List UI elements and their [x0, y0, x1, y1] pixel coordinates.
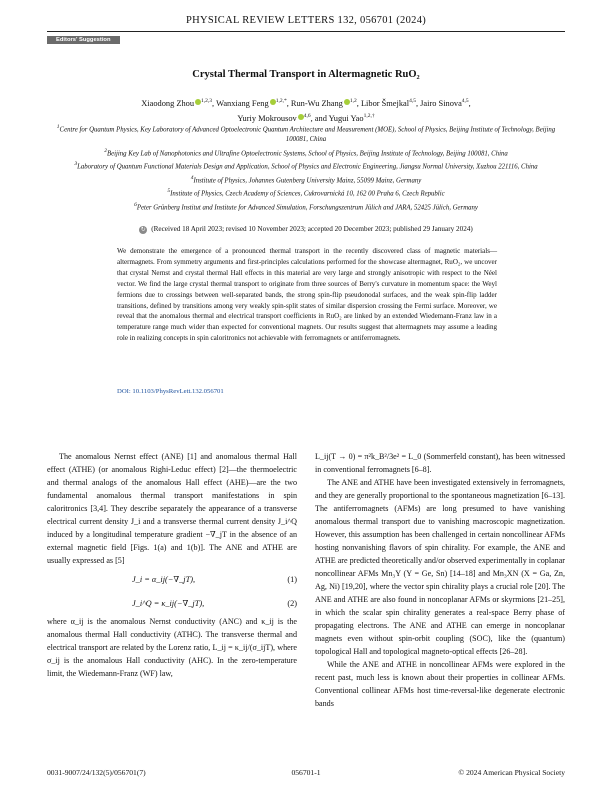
affiliation: $^1$Centre for Quantum Physics, Key Laboratory of Advanced Optoelectronic Quantum Architecture and Measurement (MOE), School of Physics, Beijing Institute of Technology, Beijing 100081, China — [56, 124, 556, 144]
affiliation: $^5$Institute of Physics, Czech Academy of Sciences, Cukrovarnická 10, 162 00 Praha 6, Czech Republic — [167, 188, 445, 198]
author[interactable]: Yuriy Mokrousov $^{4,6}$ — [237, 112, 311, 123]
author[interactable]: Libor Šmejkal$^{4,5}$ — [360, 98, 416, 108]
right-column — [315, 450, 565, 710]
editors-suggestion-badge: Editors' Suggestion — [47, 36, 120, 44]
affiliation: $^2$Beijing Key Lab of Nanophotonics and Ultrafine Optoelectronic Systems, School of Physics, Beijing Institute of Technology, Beijing 100081, China — [104, 147, 508, 157]
author[interactable]: Yugui Yao$^{1,2,\dagger}$ — [328, 112, 375, 123]
equation-1: J_i = α_ij(−∇_jT), (1) — [132, 575, 297, 584]
footer-copyright: © 2024 American Physical Society — [458, 768, 565, 777]
affiliation: $^6$Peter Grünberg Institut and Institute for Advanced Simulation, Forschungszentrum Jülich and JARA, 52425 Jülich, Germany — [134, 201, 478, 211]
received-dates: ↻ (Received 18 April 2023; revised 10 November 2023; accepted 20 December 2023; published 29 January 2024) — [140, 225, 473, 233]
paragraph: L_ij(T → 0) = π²k_B²/3e² = L_0 (Sommerfeld constant), has been witnessed in conventional ferromagnets [6–8]. — [315, 452, 565, 474]
journal-header: PHYSICAL REVIEW LETTERS 132, 056701 (2024) — [185, 15, 427, 26]
author[interactable]: Jairo Sinova$^{4,5}$ — [420, 98, 469, 108]
paper-title: Crystal Thermal Transport in Altermagnetic RuO₂ — [192, 69, 420, 80]
footer-page: 056701-1 — [291, 768, 321, 777]
paragraph: The ANE and ATHE have been investigated extensively in ferromagnets, and they are generally proportional to the spontaneous magnetization [6–13]. The antiferromagnets (AFMs) are long presumed to have vanishing anomalous thermal transport due to vanishing macroscopic magnetization. However, this assumption has been challenged in certain noncollinear AFMs hosting nonvanishing flavors of spin chirality. For example, the ANE and ATHE are predicted theoretically and/or observed experimentally in coplanar noncollinear AFMs Mn₃Y (Y = Ge, Sn) [14–18] and Mn₃XN (X = Ga, Zn, Ag, Ni) [19,20], where the vector spin chirality plays a crucial role [20]. The ANE and ATHE are also found in noncoplanar AFMs or skyrmions [21–25], in which the scalar spin chirality generates a real-space Berry phase of propagating electrons. The ANE and ATHE can emerge in noncoplanar magnets even without spin-orbit coupling (SOC), like the (quantum) topological Hall and topological magneto-optical effects [26–28]. — [315, 478, 565, 656]
paragraph: The anomalous Nernst effect (ANE) [1] and anomalous thermal Hall effect (ATHE) (or anomalous Righi-Leduc effect) [2]—the thermoelectric and thermal analogs of the anomalous Hall effect (AHE)—are the two fundamental anomalous thermal transport manifestations in spin caloritronics [3,4]. They describe separately the appearance of a transverse electrical current density J_i and a transverse thermal current density J_i^Q induced by a longitudinal temperature gradient −∇_jT in the absence of an external magnetic field [Figs. 1(a) and 1(b)]. The ANE and ATHE are usually expressed as [5] — [47, 452, 297, 565]
author[interactable]: Run-Wu Zhang $^{1,2}$ — [290, 98, 357, 108]
paragraph: where α_ij is the anomalous Nernst conductivity (ANC) and κ_ij is the anomalous thermal Hall conductivity (ATHC). The transverse thermal and electrical transport are related by the Lorenz ratio, L_ij = κ_ij/(σ_ijT), where σ_ij is the anomalous Hall conductivity (AHC). In the zero-temperature limit, the Wiedemann-Franz (WF) law, — [47, 617, 297, 678]
affiliation: $^3$Laboratory of Quantum Functional Materials Design and Application, School of Physics and Electronic Engineering, Jiangsu Normal University, Xuzhou 221116, China — [74, 161, 538, 171]
author-list: Xiaodong Zhou $^{1,2,3}$, Wanxiang Feng $^{1,2,*}$, Run-Wu Zhang $^{1,2}$, Libor Šmejkal$^{4,5}$, Jairo Sinova$^{4,5}$, Yuriy Mokrousov $^{4,6}$, and Yugui Yao$^{1,2,\dagger}$ — [141, 98, 471, 123]
paragraph: While the ANE and ATHE in noncollinear AFMs were explored in the recent past, much less is known about their properties in collinear AFMs. Conventional collinear AFMs host time-reversal-like degenerate electronic bands — [315, 660, 565, 708]
author[interactable]: Xiaodong Zhou $^{1,2,3}$ — [141, 98, 213, 108]
check-updates-icon[interactable]: ↻ — [140, 227, 146, 233]
equation-2: J_i^Q = κ_ij(−∇_jT), (2) — [132, 599, 297, 608]
author[interactable]: Wanxiang Feng $^{1,2,*}$ — [216, 98, 287, 108]
affiliation: $^4$Institute of Physics, Johannes Gutenberg University Mainz, 55099 Mainz, Germany — [190, 174, 422, 184]
left-column — [47, 450, 297, 680]
header-rule — [47, 31, 565, 32]
abstract: We demonstrate the emergence of a pronounced thermal transport in the recently discovered class of magnetic materials—altermagnets. From symmetry arguments and first-principles calculations performed for the showcase altermagnet, RuO₂, we uncover that crystal Nernst and crystal thermal Hall effects in this material are very large and strongly anisotropic with respect to the Néel vector. We find the large crystal thermal transport to originate from three sources of Berry's curvature in momentum space: the Weyl fermions due to crossings between well-separated bands, the strong spin-flip pseudonodal surfaces, and the weak spin-flip ladder transitions, defined by transitions among very weakly spin-split states of similar dispersion crossing the Fermi surface. Moreover, we reveal that the anomalous thermal and electrical transport coefficients in RuO₂ are linked by an extended Wiedemann-Franz law in a temperature range much wider than expected for conventional magnets. Our results suggest that altermagnets may assume a leading role in realizing concepts in spin caloritronics not achievable with ferromagnets or antiferromagnets. — [117, 247, 497, 343]
footer-issn: 0031-9007/24/132(5)/056701(7) — [47, 768, 146, 777]
doi-link[interactable]: DOI: 10.1103/PhysRevLett.132.056701 — [117, 388, 224, 395]
affiliations — [55, 122, 557, 213]
